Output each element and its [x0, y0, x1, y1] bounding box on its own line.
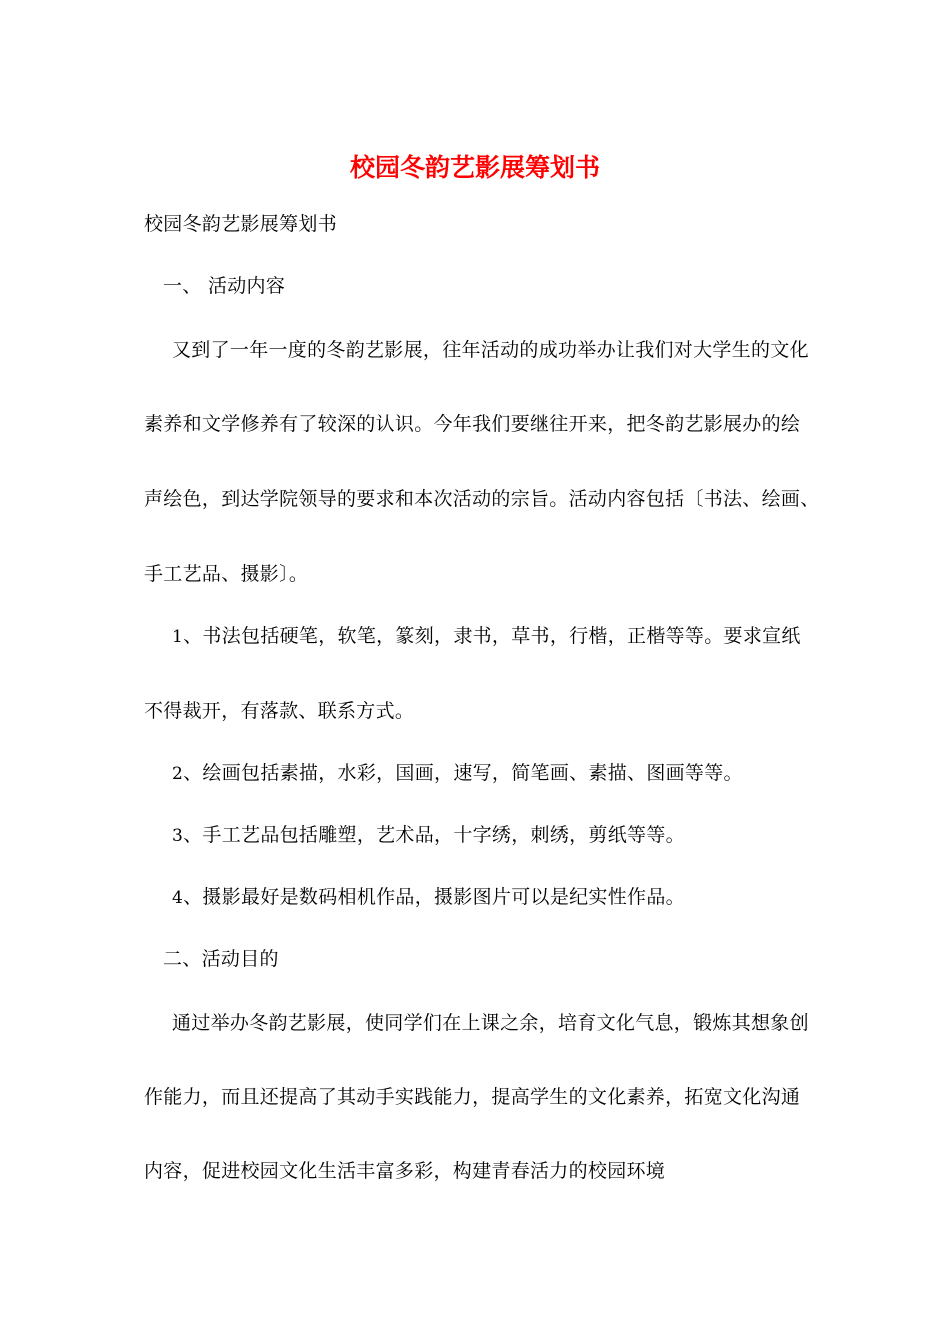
paragraph-line: 声绘色，到达学院领导的要求和本次活动的宗旨。活动内容包括〔书法、绘画、	[144, 488, 820, 510]
paragraph-line: 通过举办冬韵艺影展，使同学们在上课之余，培育文化气息，锻炼其想象创	[172, 1012, 809, 1034]
document-title: 校园冬韵艺影展筹划书	[349, 153, 600, 182]
paragraph-line: 内容，促进校园文化生活丰富多彩，构建青春活力的校园环境	[144, 1160, 666, 1182]
document-subtitle: 校园冬韵艺影展筹划书	[144, 213, 338, 235]
list-item-handicraft	[172, 821, 685, 850]
list-item-number: 4	[172, 888, 184, 908]
list-item-photography	[172, 883, 685, 912]
list-item-calligraphy	[172, 622, 801, 651]
list-item-number: 2	[172, 764, 184, 784]
paragraph-line: 又到了一年一度的冬韵艺影展，往年活动的成功举办让我们对大学生的文化	[172, 339, 809, 361]
paragraph-line: 作能力，而且还提高了其动手实践能力，提高学生的文化素养，拓宽文化沟通	[144, 1086, 801, 1108]
list-item-text: 、绘画包括素描，水彩，国画，速写，简笔画、素描、图画等等。	[183, 762, 743, 784]
paragraph-line: 手工艺品、摄影〕。	[144, 563, 309, 585]
section-heading-activity-content: 一、 活动内容	[163, 275, 286, 297]
list-item-text: 、摄影最好是数码相机作品，摄影图片可以是纪实性作品。	[183, 886, 685, 908]
section-heading-activity-purpose: 二、活动目的	[163, 948, 279, 970]
list-item-text: 、手工艺品包括雕塑，艺术品，十字绣，刺绣，剪纸等等。	[183, 824, 685, 846]
list-item-painting	[172, 759, 743, 788]
paragraph-line: 素养和文学修养有了较深的认识。今年我们要继往开来，把冬韵艺影展办的绘	[144, 413, 801, 435]
list-item-number: 3	[172, 826, 184, 846]
list-item-continuation: 不得裁开，有落款、联系方式。	[144, 700, 415, 722]
list-item-text: 、书法包括硬笔，软笔，篆刻，隶书，草书，行楷，正楷等等。要求宣纸	[183, 625, 801, 647]
list-item-number: 1	[172, 627, 184, 647]
